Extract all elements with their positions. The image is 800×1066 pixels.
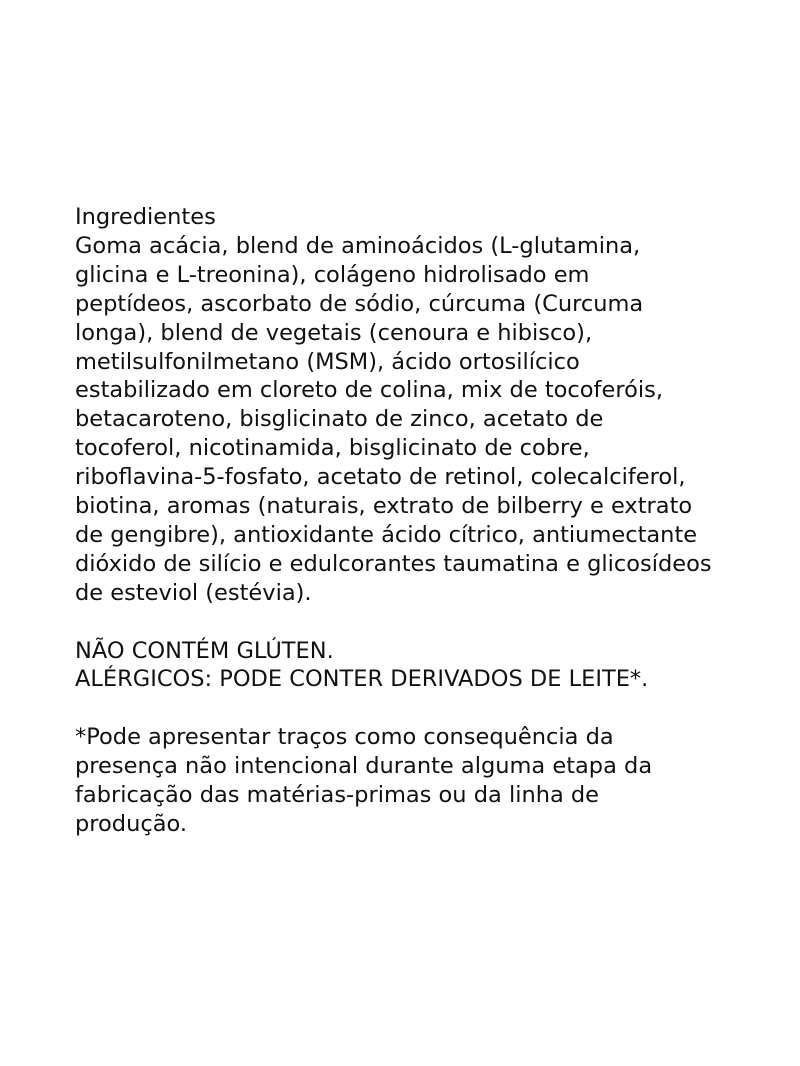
ingredients-list bbox=[75, 232, 775, 608]
ingredients-line: riboflavina-5-fosfato, acetato de retinol, colecalciferol, bbox=[75, 464, 686, 491]
ingredients-line: peptídeos, ascorbato de sódio, cúrcuma (Curcuma bbox=[75, 290, 644, 317]
footnote-line: fabricação das matérias-primas ou da linha de bbox=[75, 782, 600, 809]
footnote-line: presença não intencional durante alguma etapa da bbox=[75, 753, 653, 780]
ingredients-line: glicina e L-treonina), colágeno hidrolisado em bbox=[75, 261, 590, 288]
ingredients-line: tocoferol, nicotinamida, bisglicinato de cobre, bbox=[75, 435, 590, 462]
footnote-line: produção. bbox=[75, 811, 188, 837]
footnote-line: *Pode apresentar traços como consequência da bbox=[75, 724, 614, 751]
footnote bbox=[75, 723, 775, 839]
allergen-warnings bbox=[75, 637, 775, 695]
ingredients-line: Goma acácia, blend de aminoácidos (L-glutamina, bbox=[75, 232, 641, 259]
ingredients-heading: Ingredientes bbox=[75, 204, 216, 230]
ingredients-line: biotina, aromas (naturais, extrato de bilberry e extrato bbox=[75, 493, 693, 520]
paragraph-spacer bbox=[75, 608, 775, 637]
ingredients-line: de gengibre), antioxidante ácido cítrico, antiumectante bbox=[75, 521, 698, 548]
ingredients-line: estabilizado em cloreto de colina, mix de tocoferóis, bbox=[75, 377, 663, 404]
ingredients-label-document bbox=[75, 203, 775, 839]
ingredients-line: metilsulfonilmetano (MSM), ácido ortosilícico bbox=[75, 348, 580, 375]
ingredients-line: longa), blend de vegetais (cenoura e hibisco), bbox=[75, 319, 593, 346]
gluten-warning: NÃO CONTÉM GLÚTEN. bbox=[75, 637, 334, 664]
paragraph-spacer bbox=[75, 694, 775, 723]
allergen-warning: ALÉRGICOS: PODE CONTER DERIVADOS DE LEITE*. bbox=[75, 666, 649, 693]
ingredients-line: betacaroteno, bisglicinato de zinco, acetato de bbox=[75, 406, 604, 433]
ingredients-line: de esteviol (estévia). bbox=[75, 579, 312, 606]
ingredients-line: dióxido de silício e edulcorantes taumatina e glicosídeos bbox=[75, 550, 712, 577]
